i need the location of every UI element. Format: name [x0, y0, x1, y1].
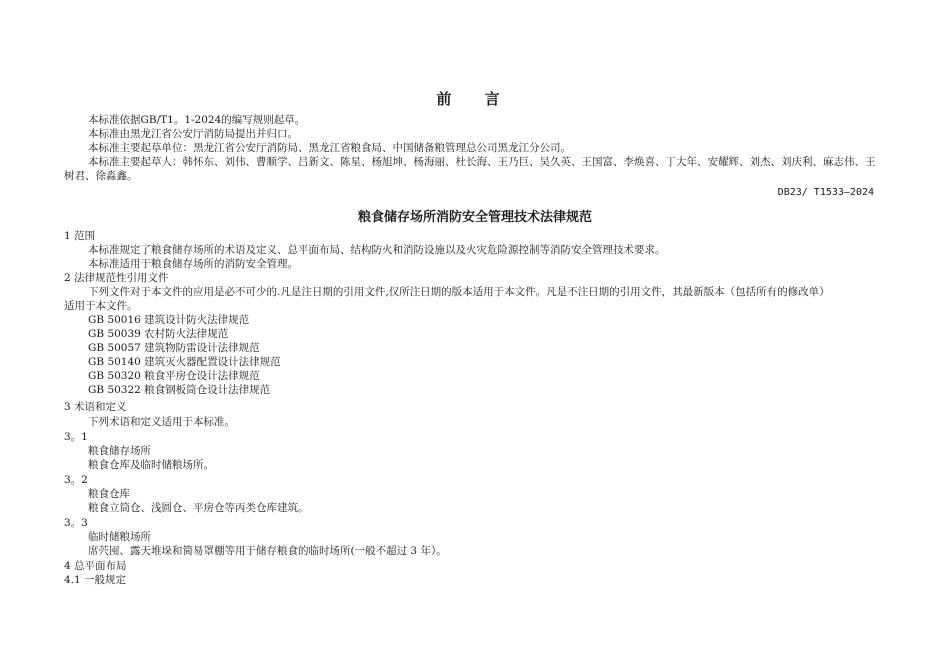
section-1-paragraph-2: 本标准适用于粮食储存场所的消防安全管理。	[88, 258, 298, 270]
clause-3-1-number: 3。1	[64, 431, 88, 443]
foreword-paragraph-3: 本标准主要起草单位：黑龙江省公安厅消防局、黑龙江省粮食局、中国储备粮管理总公司黑龙江分公司。	[88, 142, 571, 154]
reference-item: GB 50320 粮食平房仓设计法律规范	[88, 370, 260, 382]
clause-3-3-definition: 席茓囤、露天堆垛和简易罩棚等用于储存粮食的临时场所(一般不超过 3 年）。	[88, 545, 447, 557]
reference-item: GB 50016 建筑设计防火法律规范	[88, 314, 250, 326]
section-3-heading: 3 术语和定义	[64, 401, 127, 413]
clause-3-2-term: 粮食仓库	[88, 488, 130, 500]
reference-item: GB 50140 建筑灭火器配置设计法律规范	[88, 356, 281, 368]
reference-item: GB 50039 农村防火法律规范	[88, 328, 229, 340]
section-1-heading: 1 范围	[64, 230, 96, 242]
reference-item: GB 50322 粮食钢板筒仓设计法律规范	[88, 384, 271, 396]
clause-3-3-number: 3。3	[64, 517, 88, 529]
standard-title: 粮食储存场所消防安全管理技术法律规范	[357, 210, 592, 225]
foreword-paragraph-1: 本标准依据GB/T1。1-2024的编写规则起草。	[88, 114, 306, 126]
clause-4-1-heading: 4.1 一般规定	[64, 574, 127, 586]
foreword-title: 前 言	[436, 90, 514, 108]
foreword-paragraph-2: 本标准由黑龙江省公安厅消防局提出并归口。	[88, 128, 298, 140]
clause-3-1-definition: 粮食仓库及临时储粮场所。	[88, 459, 214, 471]
reference-item: GB 50057 建筑物防雷设计法律规范	[88, 342, 260, 354]
section-1-paragraph-1: 本标准规定了粮食储存场所的术语及定义、总平面布局、结构防火和消防设施以及火灾危险源控制等消防安全管理技术要求。	[88, 244, 666, 256]
clause-3-2-definition: 粮食立筒仓、浅圆仓、平房仓等丙类仓库建筑。	[88, 502, 309, 514]
section-2-paragraph-line-2: 适用于本文件。	[64, 300, 138, 312]
section-3-paragraph: 下列术语和定义适用于本标准。	[88, 416, 235, 428]
section-2-paragraph-line-1: 下列文件对于本文件的应用是必不可少的.凡是注日期的引用文件,仅所注日期的版本适用于本文件。凡是不注日期的引用文件，其最新版本（包括所有的修改单）	[88, 286, 830, 298]
clause-3-1-term: 粮食储存场所	[88, 445, 151, 457]
section-2-heading: 2 法律规范性引用文件	[64, 272, 169, 284]
section-4-heading: 4 总平面布局	[64, 560, 127, 572]
document-number: DB23/ T1533—2024	[777, 187, 874, 198]
clause-3-3-term: 临时储粮场所	[88, 531, 151, 543]
clause-3-2-number: 3。2	[64, 474, 88, 486]
foreword-paragraph-4: 本标准主要起草人：韩怀东、刘伟、曹顺学、吕新文、陈星、杨旭坤、杨海丽、杜长海、王乃巨、吴久英、王国富、李焕喜、丁大年、安耀辉、刘杰、刘庆利、麻志伟、王树君、徐淼鑫。	[64, 156, 876, 182]
